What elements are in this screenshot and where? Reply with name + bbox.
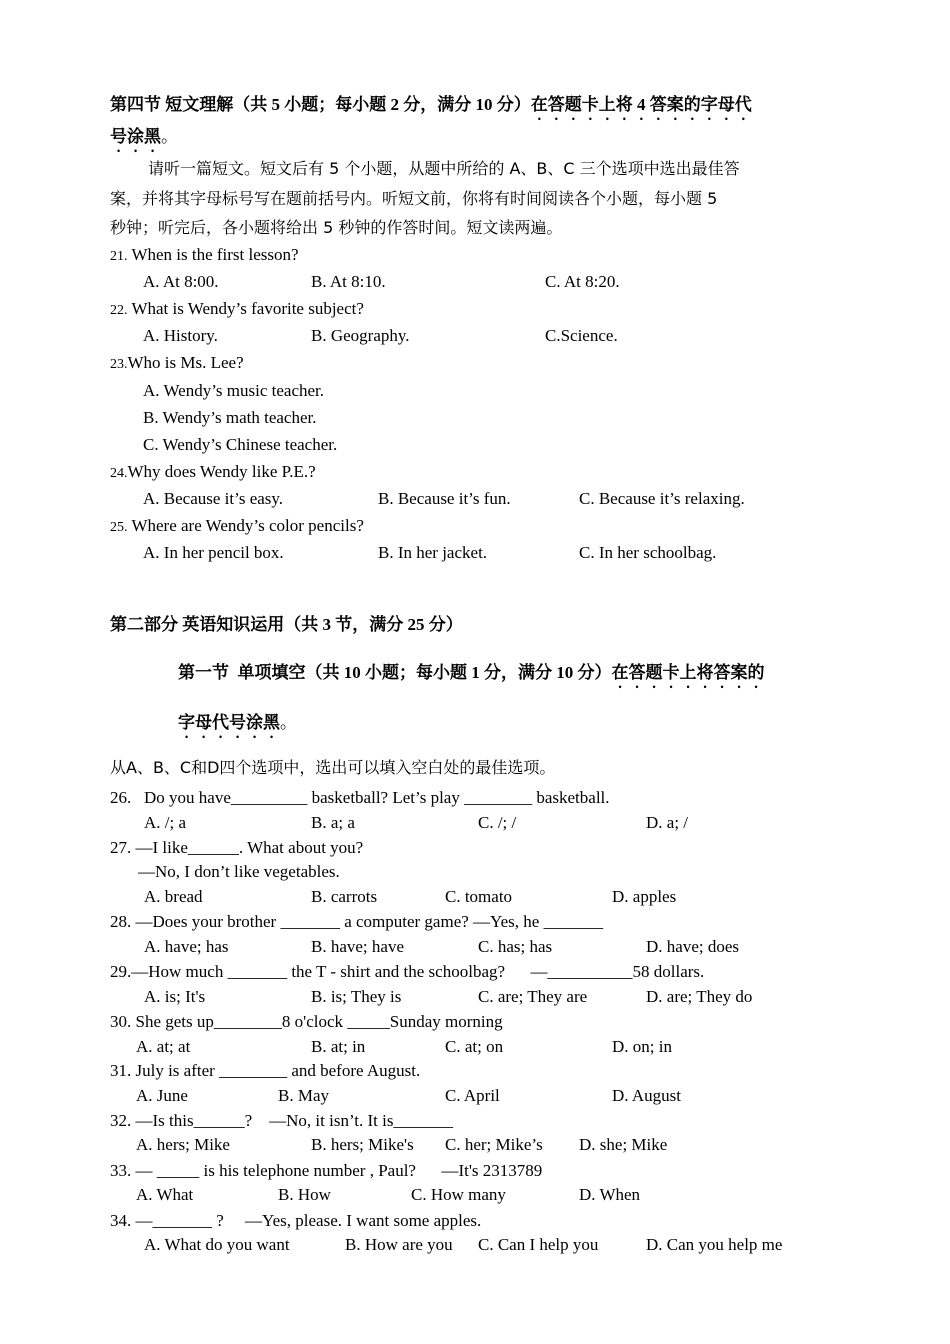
option-28-b: B. have; have — [311, 937, 404, 956]
option-32-a: A. hers; Mike — [136, 1135, 230, 1154]
section4-title — [110, 94, 752, 124]
section4-instruction-1: 请听一篇短文。短文后有 5 个小题，从题中所给的 A、B、C 三个选项中选出最佳答 — [148, 159, 740, 178]
option-23-c: C. Wendy’s Chinese teacher. — [143, 435, 338, 454]
option-26-b: B. a; a — [311, 813, 355, 832]
question-28: 28. —Does your brother _______ a computer game? —Yes, he _______ — [110, 912, 604, 931]
option-28-d: D. have; does — [646, 937, 740, 956]
question-number: 21. — [110, 249, 128, 264]
option-31-d: D. August — [612, 1086, 681, 1105]
option-29-d: D. are; They do — [646, 987, 753, 1006]
option-24-a: A. Because it’s easy. — [143, 489, 284, 508]
option-28-a: A. have; has — [144, 937, 229, 956]
question-32: 32. —Is this______? —No, it isn’t. It is_______ — [110, 1111, 453, 1130]
option-33-b: B. How — [278, 1185, 331, 1204]
option-33-a: A. What — [136, 1185, 194, 1204]
option-34-d: D. Can you help me — [646, 1235, 783, 1254]
option-21-a: A. At 8:00. — [143, 272, 219, 291]
question-24 — [110, 461, 316, 485]
question-34: 34. —_______ ? —Yes, please. I want some apples. — [110, 1211, 482, 1230]
question-27-reply: —No, I don’t like vegetables. — [138, 862, 340, 881]
option-29-b: B. is; They is — [311, 987, 402, 1006]
option-27-d: D. apples — [612, 887, 677, 906]
option-31-c: C. April — [445, 1086, 500, 1105]
question-number: 25. — [110, 520, 128, 535]
question-26: 26. Do you have_________ basketball? Let’s play ________ basketball. — [110, 788, 610, 807]
part2-section1-title-line2 — [178, 712, 297, 742]
question-number: 22. — [110, 303, 128, 318]
option-22-b: B. Geography. — [311, 326, 410, 345]
section1-title-emphasis-2: 字母代号涂黑 — [178, 713, 280, 732]
option-32-b: B. hers; Mike's — [311, 1135, 414, 1154]
question-25 — [110, 515, 364, 539]
option-29-c: C. are; They are — [478, 987, 588, 1006]
section4-title-end: 。 — [161, 127, 178, 146]
question-30: 30. She gets up________8 o'clock _____Sunday morning — [110, 1012, 503, 1031]
question-text: When is the first lesson? — [127, 245, 299, 264]
option-27-c: C. tomato — [445, 887, 513, 906]
question-text: Why does Wendy like P.E.? — [127, 462, 316, 481]
option-34-c: C. Can I help you — [478, 1235, 599, 1254]
option-24-b: B. Because it’s fun. — [378, 489, 511, 508]
option-27-b: B. carrots — [311, 887, 378, 906]
option-25-a: A. In her pencil box. — [143, 543, 284, 562]
option-30-b: B. at; in — [311, 1037, 366, 1056]
option-25-c: C. In her schoolbag. — [579, 543, 717, 562]
question-22 — [110, 298, 364, 322]
part2-section1-title — [178, 662, 765, 692]
section1-title-emphasis: 在答题卡上将答案的 — [611, 663, 765, 682]
question-number: 24. — [110, 466, 128, 481]
section4-title-line2 — [110, 126, 178, 156]
option-22-a: A. History. — [143, 326, 218, 345]
option-25-b: B. In her jacket. — [378, 543, 488, 562]
option-23-a: A. Wendy’s music teacher. — [143, 381, 325, 400]
option-30-d: D. on; in — [612, 1037, 672, 1056]
section1-title-end: 。 — [280, 713, 297, 732]
section4-instruction-3: 秒钟；听完后，各小题将给出 5 秒钟的作答时间。短文读两遍。 — [110, 218, 563, 237]
option-28-c: C. has; has — [478, 937, 553, 956]
option-32-d: D. she; Mike — [579, 1135, 668, 1154]
question-23 — [110, 352, 244, 376]
option-21-c: C. At 8:20. — [545, 272, 620, 291]
option-34-b: B. How are you — [345, 1235, 453, 1254]
question-number: 23. — [110, 357, 128, 372]
question-31: 31. July is after ________ and before August. — [110, 1061, 421, 1080]
option-33-c: C. How many — [411, 1185, 506, 1204]
option-30-a: A. at; at — [136, 1037, 191, 1056]
option-26-c: C. /; / — [478, 813, 517, 832]
part2-title: 第二部分 英语知识运用（共 3 节，满分 25 分） — [110, 615, 463, 634]
question-33: 33. — _____ is his telephone number , Paul? —It's 2313789 — [110, 1161, 543, 1180]
section4-title-emphasis: 在答题卡上将 4 答案的字母代 — [530, 95, 752, 114]
section4-instruction-2: 案，并将其字母标号写在题前括号内。听短文前，你将有时间阅读各个小题，每小题 5 — [110, 189, 718, 208]
option-26-d: D. a; / — [646, 813, 689, 832]
section4-title-plain: 第四节 短文理解（共 5 小题；每小题 2 分，满分 10 分） — [110, 95, 531, 114]
option-29-a: A. is; It's — [144, 987, 206, 1006]
section1-title-plain: 第一节 单项填空（共 10 小题；每小题 1 分，满分 10 分） — [178, 663, 612, 682]
question-text: What is Wendy’s favorite subject? — [127, 299, 364, 318]
option-31-a: A. June — [136, 1086, 188, 1105]
question-21 — [110, 244, 299, 268]
option-32-c: C. her; Mike’s — [445, 1135, 543, 1154]
option-26-a: A. /; a — [144, 813, 187, 832]
option-33-d: D. When — [579, 1185, 641, 1204]
option-30-c: C. at; on — [445, 1037, 504, 1056]
option-27-a: A. bread — [144, 887, 203, 906]
question-text: Where are Wendy’s color pencils? — [127, 516, 364, 535]
option-34-a: A. What do you want — [144, 1235, 290, 1254]
question-27: 27. —I like______. What about you? — [110, 838, 364, 857]
option-24-c: C. Because it’s relaxing. — [579, 489, 745, 508]
section4-title-emphasis-2: 号涂黑 — [110, 127, 161, 146]
option-21-b: B. At 8:10. — [311, 272, 386, 291]
part2-instruction: 从A、B、C和D四个选项中，选出可以填入空白处的最佳选项。 — [110, 758, 556, 777]
question-29: 29.—How much _______ the T - shirt and the schoolbag? —__________58 dollars. — [110, 962, 705, 981]
option-23-b: B. Wendy’s math teacher. — [143, 408, 317, 427]
option-22-c: C.Science. — [545, 326, 618, 345]
question-text: Who is Ms. Lee? — [127, 353, 244, 372]
option-31-b: B. May — [278, 1086, 329, 1105]
